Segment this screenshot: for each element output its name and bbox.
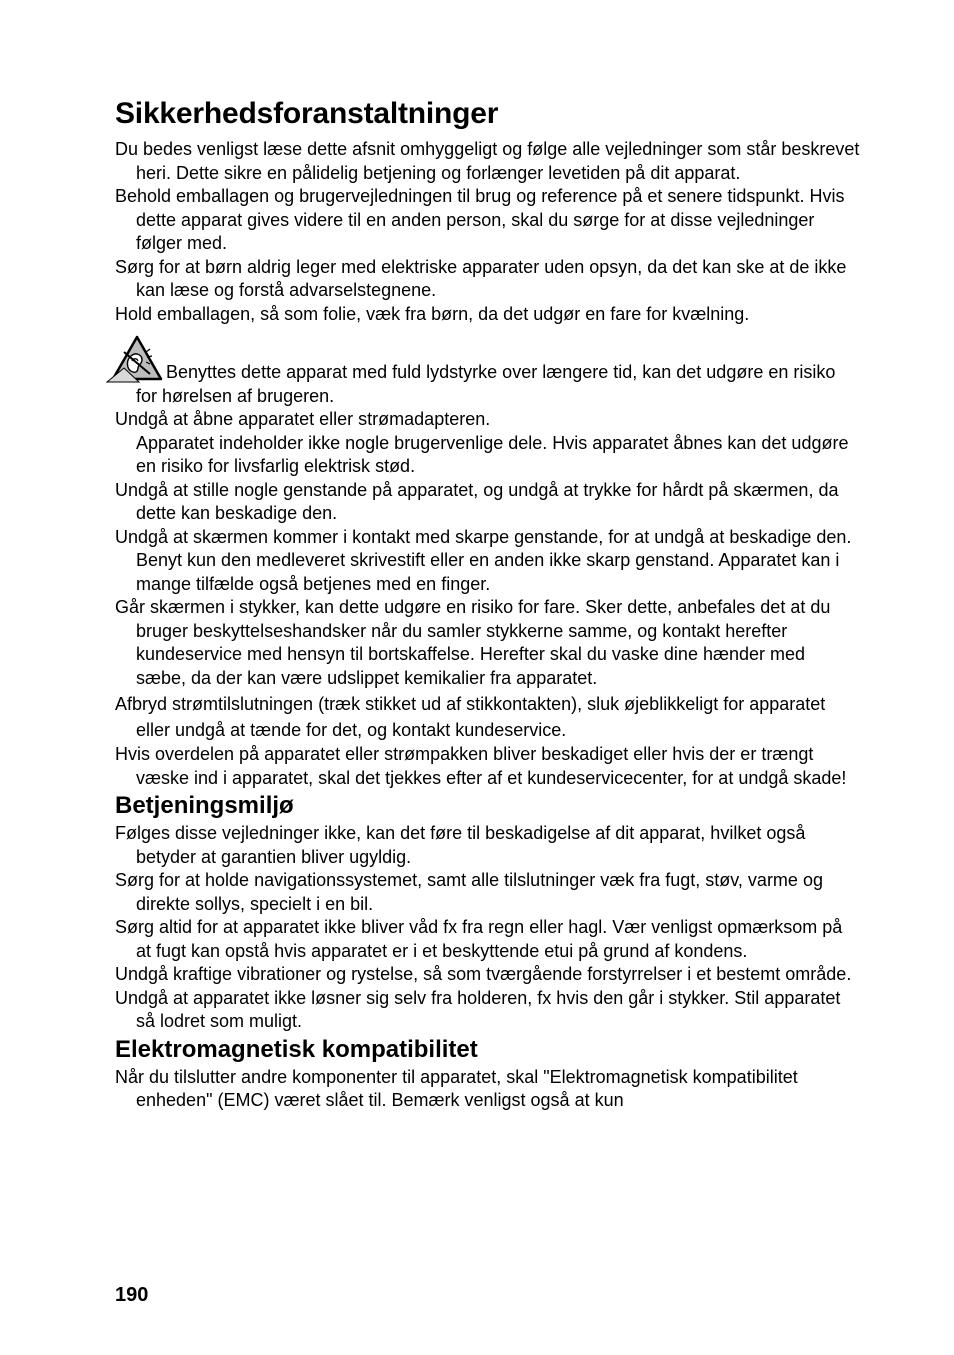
paragraph: Følges disse vejledninger ikke, kan det føre til beskadigelse af dit apparat, hvilket også betyder at garantien bliver ugyldig. — [115, 823, 806, 867]
paragraph: Hold emballagen, så som folie, væk fra børn, da det udgør en fare for kvælning. — [115, 303, 750, 324]
paragraph: Når du tilslutter andre komponenter til apparatet, skal "Elektromagnetisk kompatibilitet enheden" (EMC) været slået til. Bemærk venligst også at kun — [115, 1066, 798, 1110]
paragraph: Behold emballagen og brugervejledningen til brug og reference på et senere tidspunkt. Hvis dette apparat gives videre til en anden person, skal du sørge for at disse vejledninger følger med. — [115, 186, 845, 253]
paragraph: Sørg altid for at apparatet ikke bliver våd fx fra regn eller hagl. Vær venligst opmærksom på at fugt kan opstå hvis apparatet er i et beskyttende etui på grund af kondens. — [115, 917, 843, 961]
page-title: Sikkerhedsforanstaltninger — [115, 97, 499, 130]
section-heading-operating-environment: Betjeningsmiljø — [115, 792, 294, 819]
page-number: 190 — [115, 1284, 149, 1306]
paragraph: Undgå at apparatet ikke løsner sig selv fra holderen, fx hvis den går i stykker. Stil apparatet så lodret som muligt. — [115, 987, 841, 1031]
paragraph: Du bedes venligst læse dette afsnit omhyggeligt og følge alle vejledninger som står beskrevet heri. Dette sikre en pålidelig betjening og forlænger levetiden på dit apparat. — [115, 139, 860, 183]
paragraph: Undgå at stille nogle genstande på apparatet, og undgå at trykke for hårdt på skærmen, da dette kan beskadige den. — [115, 479, 839, 523]
paragraph: Hvis overdelen på apparatet eller strømpakken bliver beskadiget eller hvis der er trængt væske ind i apparatet, skal det tjekkes efter af et kundeservicecenter, for at undgå skade! — [115, 744, 847, 788]
paragraph: Undgå kraftige vibrationer og rystelse, så som tværgående forstyrrelser i et bestemt område. — [115, 964, 852, 984]
paragraph: Går skærmen i stykker, kan dette udgøre en risiko for fare. Sker dette, anbefales det at du bruger beskyttelseshandsker når du samler stykkerne samme, og kontakt herefter kundeservice med hensyn til bortskaffelse. Herefter skal du vaske dine hænder med sæbe, da der kan være udslippet kemikalier fra apparatet. — [115, 597, 831, 688]
warning-text: Benyttes dette apparat med fuld lydstyrke over længere tid, kan det udgøre en risiko for hørelsen af brugeren. — [136, 362, 836, 406]
paragraph: Undgå at skærmen kommer i kontakt med skarpe genstande, for at undgå at beskadige den. Benyt kun den medleveret skrivestift eller en anden ikke skarp genstand. Apparatet kan i mange tilfælde også betjenes med en finger. — [115, 526, 852, 594]
hearing-warning-paragraph — [115, 334, 860, 408]
paragraph: Afbryd strømtilslutningen (træk stikket ud af stikkontakten), sluk øjeblikkeligt for apparatet eller undgå at tænde for det, og kontakt kundeservice. — [115, 694, 826, 740]
paragraph: Sørg for at børn aldrig leger med elektriske apparater uden opsyn, da det kan ske at de ikke kan læse og forstå advarselstegnene. — [115, 256, 847, 300]
paragraph: Apparatet indeholder ikke nogle brugervenlige dele. Hvis apparatet åbnes kan det udgøre en risiko for livsfarlig elektrisk stød. — [136, 432, 849, 476]
paragraph: Sørg for at holde navigationssystemet, samt alle tilslutninger væk fra fugt, støv, varme og direkte sollys, specielt i en bil. — [115, 870, 823, 914]
page-content — [115, 94, 860, 1113]
section-heading-emc: Elektromagnetisk kompatibilitet — [115, 1035, 478, 1063]
hearing-warning-icon — [106, 334, 164, 384]
paragraph: Undgå at åbne apparatet eller strømadapteren. — [115, 409, 491, 429]
